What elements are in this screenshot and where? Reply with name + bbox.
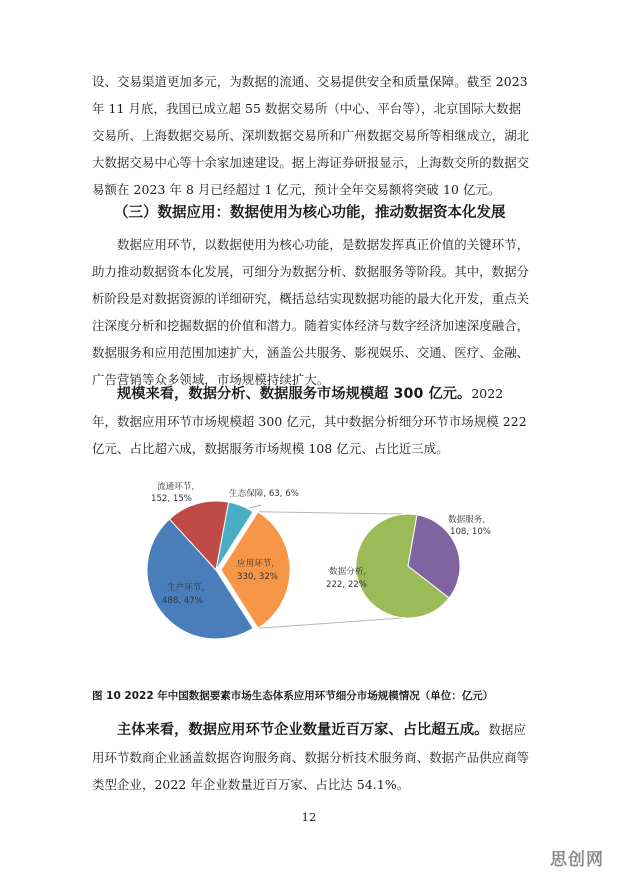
secondary-pie [356, 514, 460, 618]
paragraph-enterprise-count [92, 716, 532, 798]
watermark-logo: 思创网 [550, 850, 604, 870]
main-pie [147, 501, 290, 639]
label-application-name: 应用环节， [237, 559, 280, 569]
label-data-service-value: 108, 10% [450, 527, 491, 537]
label-production-name: 生产环节， [167, 583, 210, 593]
label-ecology: 生态保障, 63, 6% [229, 489, 299, 499]
market-scale-text: 2022 年，数据应用环节市场规模超 300 亿元，其中数据分析细分环节市场规模 222 亿元、占比超六成，数据服务市场规模 108 亿元、占比近三成。 [92, 386, 527, 456]
label-data-analysis-name: 数据分析， [329, 567, 372, 577]
paragraph-data-application: 数据应用环节，以数据使用为核心功能，是数据发挥真正价值的关键环节，助力推动数据资本化发展，可细分为数据分析、数据服务等阶段。其中，数据分析阶段是对数据资源的详细研究，概括总结实现数据功能的最大化开发，重点关注深度分析和挖掘数据的价值和潜力。随着实体经济与数字经济加速深度融合，数据服务和应用范围加速扩大，涵盖公共服务、影视娱乐、交通、医疗、金融、广告营销等众多领域，市场规模持续扩大。 [92, 237, 530, 387]
label-circulation-value: 152, 15% [151, 494, 192, 504]
connector-line-top [258, 512, 402, 514]
connector-line-bottom [258, 618, 402, 628]
paragraph-market-scale [92, 380, 532, 462]
label-data-service-name: 数据服务， [448, 515, 491, 525]
section-heading-data-application: （三）数据应用：数据使用为核心功能，推动数据资本化发展 [114, 205, 506, 221]
enterprise-count-lead: 主体来看，数据应用环节企业数量近百万家、占比超五成。 [117, 722, 489, 738]
label-circulation-name: 流通环节， [157, 482, 200, 492]
paragraph-exchanges: 设、交易渠道更加多元，为数据的流通、交易提供安全和质量保障。截至 2023 年 11 月底，我国已成立超 55 数据交易所（中心、平台等），北京国际大数据交易所、上海数据交易所、深圳数据交易所和广州数据交易所等相继成立，湖北大数据交易中心等十余家加速建设。据上海证券研报显示，上海数交所的数据交易额在 2023 年 8 月已经超过 1 亿元，预计全年交易额将突破 10 亿元。 [92, 74, 530, 197]
label-data-analysis-value: 222, 22% [326, 580, 367, 590]
pie-of-pie-chart [0, 470, 618, 670]
figure-caption: 图 10 2022 年中国数据要素市场生态体系应用环节细分市场规模情况（单位：亿元） [92, 690, 494, 702]
enterprise-count-text: 数据应用环节数商企业涵盖数据咨询服务商、数据分析技术服务商、数据产品供应商等类型企业，2022 年企业数量近百万家、占比达 54.1%。 [92, 722, 530, 792]
label-application-value: 330, 32% [237, 572, 278, 582]
label-production-value: 488, 47% [162, 596, 203, 606]
leader-line-ecology [250, 505, 261, 508]
market-scale-lead: 规模来看，数据分析、数据服务市场规模超 300 亿元。 [117, 386, 472, 402]
page-number: 12 [301, 810, 317, 824]
